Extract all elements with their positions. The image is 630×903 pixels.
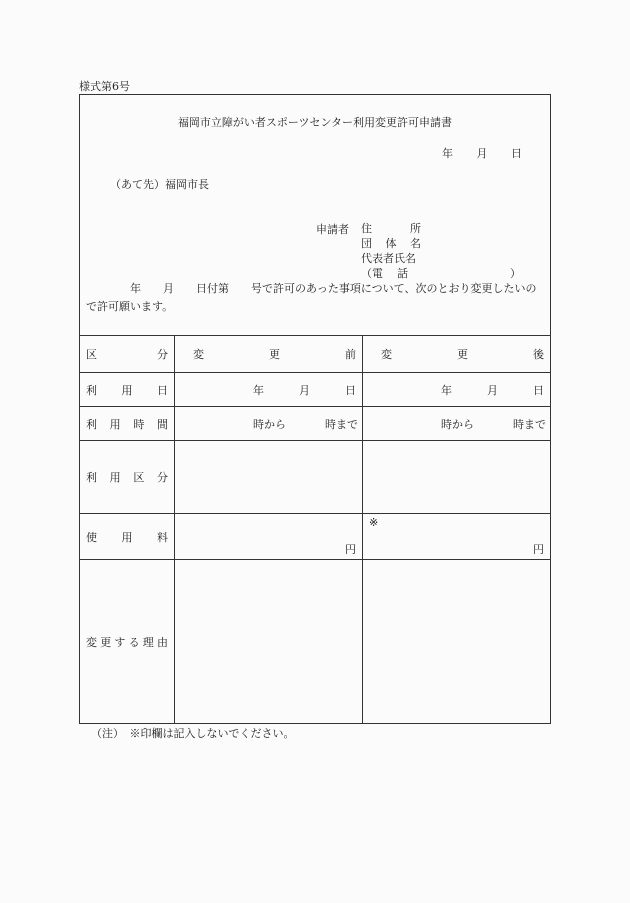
- use-time-row: [80, 407, 550, 441]
- header-text: 変: [193, 348, 204, 361]
- label-text: 用: [121, 530, 133, 544]
- address-label: [361, 221, 421, 236]
- form-id: 様式第6号: [79, 80, 130, 93]
- label-text: す: [114, 636, 126, 649]
- header-before: [175, 336, 363, 372]
- label-text: 分: [156, 471, 168, 484]
- label-text: 利: [86, 383, 97, 397]
- use-time-before[interactable]: [175, 407, 363, 440]
- use-date-before[interactable]: [175, 373, 363, 406]
- yen-unit: 円: [533, 543, 544, 556]
- label-text: 区: [133, 471, 145, 484]
- day-label: 日: [511, 147, 522, 160]
- label-text: 使: [86, 530, 97, 544]
- year-label: 年: [442, 147, 453, 160]
- fee-after[interactable]: [363, 514, 550, 559]
- request-text: 年 月 日付第 号で許可のあった事項について、次のとおり変更したいので許可願います。: [86, 282, 537, 313]
- change-table: [80, 335, 550, 724]
- use-division-row: [80, 441, 550, 514]
- label-text: 利: [86, 417, 97, 431]
- reason-before[interactable]: [175, 560, 363, 724]
- phone-label-part: （電: [361, 267, 383, 280]
- phone-label-part: 話: [397, 267, 408, 280]
- fee-row: [80, 514, 550, 560]
- use-division-after[interactable]: [363, 441, 550, 513]
- use-date-label: [80, 373, 175, 406]
- header-category: [80, 336, 175, 372]
- reason-label: [80, 560, 175, 724]
- date-line: [442, 145, 522, 161]
- use-division-before[interactable]: [175, 441, 363, 513]
- time-from: 時から: [441, 417, 474, 431]
- use-time-after[interactable]: [363, 407, 550, 440]
- label-text: 用: [109, 471, 121, 484]
- org-label-part: 団: [361, 237, 372, 250]
- yen-unit: 円: [345, 543, 356, 556]
- fee-before[interactable]: [175, 514, 363, 559]
- label-text: 間: [156, 417, 168, 431]
- label-text: 変: [86, 636, 97, 649]
- time-to: 時まで: [513, 417, 546, 431]
- label-text: 更: [100, 636, 112, 649]
- addressee: （あて先）福岡市長: [110, 178, 209, 191]
- header-text: 区: [86, 348, 97, 361]
- footnote: （注） ※印欄は記入しないでください。: [91, 727, 295, 740]
- label-text: 利: [86, 471, 97, 484]
- phone-label: [361, 266, 521, 281]
- phone-label-start: [361, 266, 408, 281]
- header-text: 前: [345, 348, 356, 361]
- use-date-after[interactable]: [363, 373, 550, 406]
- label-text: 料: [157, 530, 168, 544]
- form-frame: [79, 94, 551, 724]
- time-from: 時から: [253, 417, 286, 431]
- org-label: [361, 236, 421, 251]
- time-to: 時まで: [325, 417, 358, 431]
- header-text: 変: [381, 348, 392, 361]
- header-after: [363, 336, 550, 372]
- day-unit: 日: [533, 383, 544, 397]
- use-division-label: [80, 441, 175, 513]
- phone-label-close: ）: [510, 267, 521, 280]
- month-label: 月: [476, 147, 488, 160]
- label-text: 日: [157, 383, 168, 397]
- address-label-part: 所: [410, 222, 421, 235]
- fee-label: [80, 514, 175, 559]
- month-unit: 月: [299, 383, 310, 397]
- label-text: 由: [156, 636, 168, 649]
- header-text: 更: [457, 348, 468, 361]
- use-time-label: [80, 407, 175, 440]
- reason-after[interactable]: [363, 560, 550, 724]
- label-text: る: [128, 636, 140, 649]
- use-date-row: [80, 373, 550, 407]
- org-label-part: 名: [410, 237, 421, 250]
- representative-label: 代表者氏名: [361, 252, 416, 265]
- header-text: 分: [157, 348, 168, 361]
- applicant-fields: [361, 221, 561, 281]
- applicant-label: 申請者: [316, 223, 349, 236]
- org-label-part: 体: [385, 237, 397, 250]
- year-unit: 年: [441, 383, 452, 397]
- label-text: 時: [133, 417, 145, 431]
- year-unit: 年: [253, 383, 264, 397]
- label-text: 用: [121, 383, 133, 397]
- office-use-mark: ※: [369, 516, 379, 529]
- label-text: 用: [109, 417, 121, 431]
- day-unit: 日: [345, 383, 356, 397]
- reason-row: [80, 560, 550, 724]
- form-title: 福岡市立障がい者スポーツセンター利用変更許可申請書: [177, 116, 453, 129]
- header-text: 更: [269, 348, 280, 361]
- month-unit: 月: [487, 383, 498, 397]
- address-label-part: 住: [361, 222, 372, 235]
- table-header-row: [80, 336, 550, 373]
- header-text: 後: [533, 348, 544, 361]
- label-text: 理: [142, 636, 154, 649]
